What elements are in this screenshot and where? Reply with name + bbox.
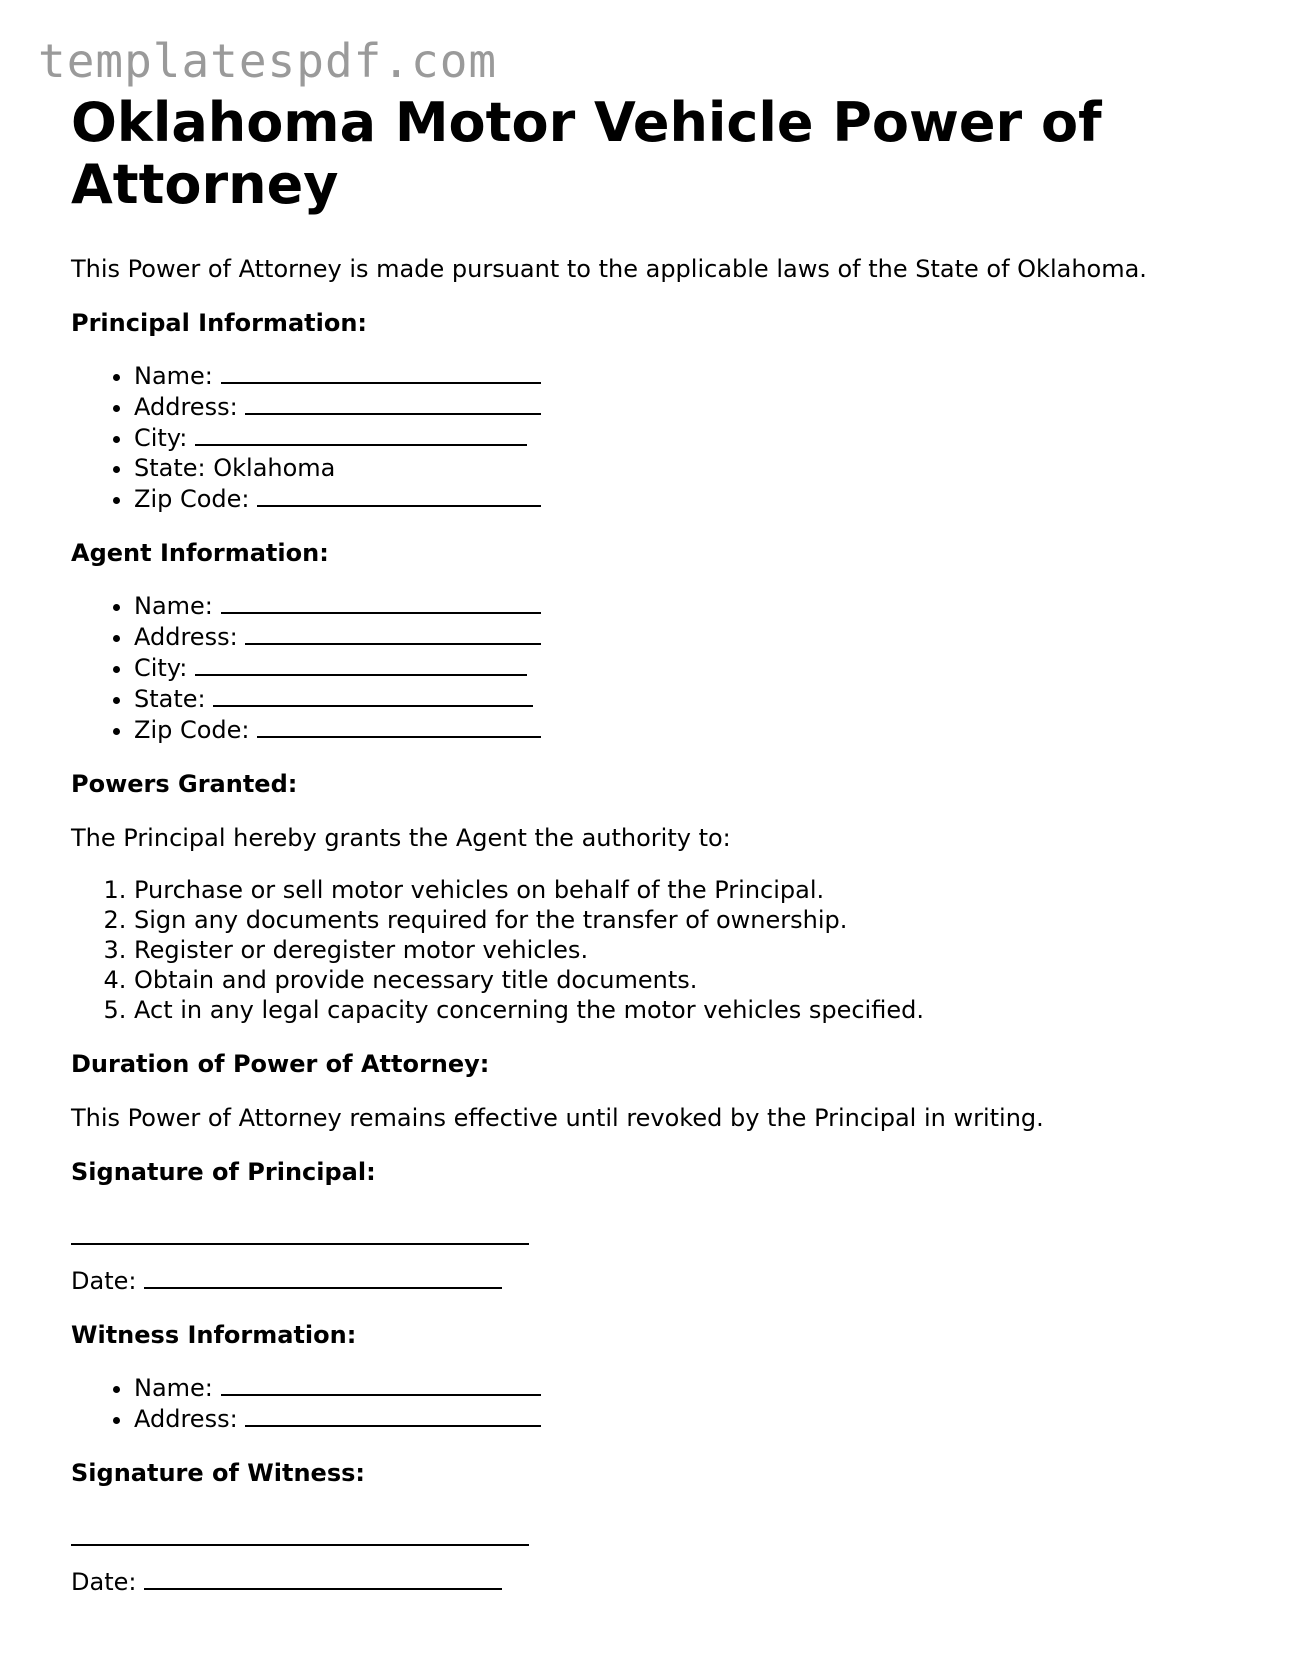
agent-address-item [134,621,1251,652]
duration-heading: Duration of Power of Attorney: [71,1050,490,1078]
principal-signature-heading: Signature of Principal: [71,1158,376,1186]
principal-name-field[interactable] [221,360,541,384]
principal-fields [71,360,1251,514]
powers-lead: The Principal hereby grants the Agent the authority to: [71,824,731,852]
field-label: City: [134,424,188,452]
agent-fields [71,590,1251,745]
powers-list [71,875,1251,1025]
power-item: 5. Act in any legal capacity concerning the motor vehicles specified. [134,995,1251,1025]
field-label: Address: [134,1405,238,1433]
principal-zip-field[interactable] [257,483,541,507]
witness-date-row [71,1566,1251,1597]
principal-zip-item [134,483,1251,514]
document-page [71,92,1251,1597]
agent-city-item [134,652,1251,683]
powers-heading: Powers Granted: [71,770,298,798]
field-label: Address: [134,393,238,421]
witness-heading: Witness Information: [71,1321,357,1349]
agent-heading: Agent Information: [71,539,329,567]
principal-address-item [134,391,1251,422]
principal-signature-field[interactable] [71,1242,529,1245]
date-label: Date: [71,1568,137,1596]
principal-city-field[interactable] [195,422,527,446]
agent-state-field[interactable] [213,683,533,707]
principal-date-row [71,1265,1251,1296]
principal-name-item [134,360,1251,391]
intro-text: This Power of Attorney is made pursuant to the applicable laws of the State of Oklahoma. [71,255,1147,283]
date-label: Date: [71,1267,137,1295]
watermark: templatespdf.com [38,34,498,88]
field-label: State: Oklahoma [134,454,336,482]
agent-state-item [134,683,1251,714]
witness-address-field[interactable] [245,1403,541,1427]
witness-date-field[interactable] [144,1566,502,1590]
field-label: Zip Code: [134,485,250,513]
agent-address-field[interactable] [245,621,541,645]
witness-name-item [134,1372,1251,1403]
agent-city-field[interactable] [195,652,527,676]
power-item: 3. Register or deregister motor vehicles. [134,935,1251,965]
witness-address-item [134,1403,1251,1434]
field-label: Zip Code: [134,716,250,744]
agent-name-item [134,590,1251,621]
power-item: 4. Obtain and provide necessary title documents. [134,965,1251,995]
agent-name-field[interactable] [221,590,541,614]
field-label: Name: [134,1374,213,1402]
principal-heading: Principal Information: [71,309,368,337]
agent-zip-item [134,714,1251,745]
field-label: State: [134,685,206,713]
field-label: City: [134,654,188,682]
principal-city-item [134,422,1251,453]
witness-signature-heading: Signature of Witness: [71,1459,365,1487]
witness-signature-field[interactable] [71,1543,529,1546]
principal-address-field[interactable] [245,391,541,415]
agent-zip-field[interactable] [257,714,541,738]
field-label: Address: [134,623,238,651]
field-label: Name: [134,592,213,620]
principal-state-item [134,453,1251,483]
field-label: Name: [134,362,213,390]
witness-fields [71,1372,1251,1434]
page-title: Oklahoma Motor Vehicle Power of Attorney [71,91,1102,216]
duration-text: This Power of Attorney remains effective until revoked by the Principal in writing. [71,1104,1044,1132]
witness-name-field[interactable] [221,1372,541,1396]
principal-date-field[interactable] [144,1265,502,1289]
power-item: 1. Purchase or sell motor vehicles on behalf of the Principal. [134,875,1251,905]
power-item: 2. Sign any documents required for the transfer of ownership. [134,905,1251,935]
